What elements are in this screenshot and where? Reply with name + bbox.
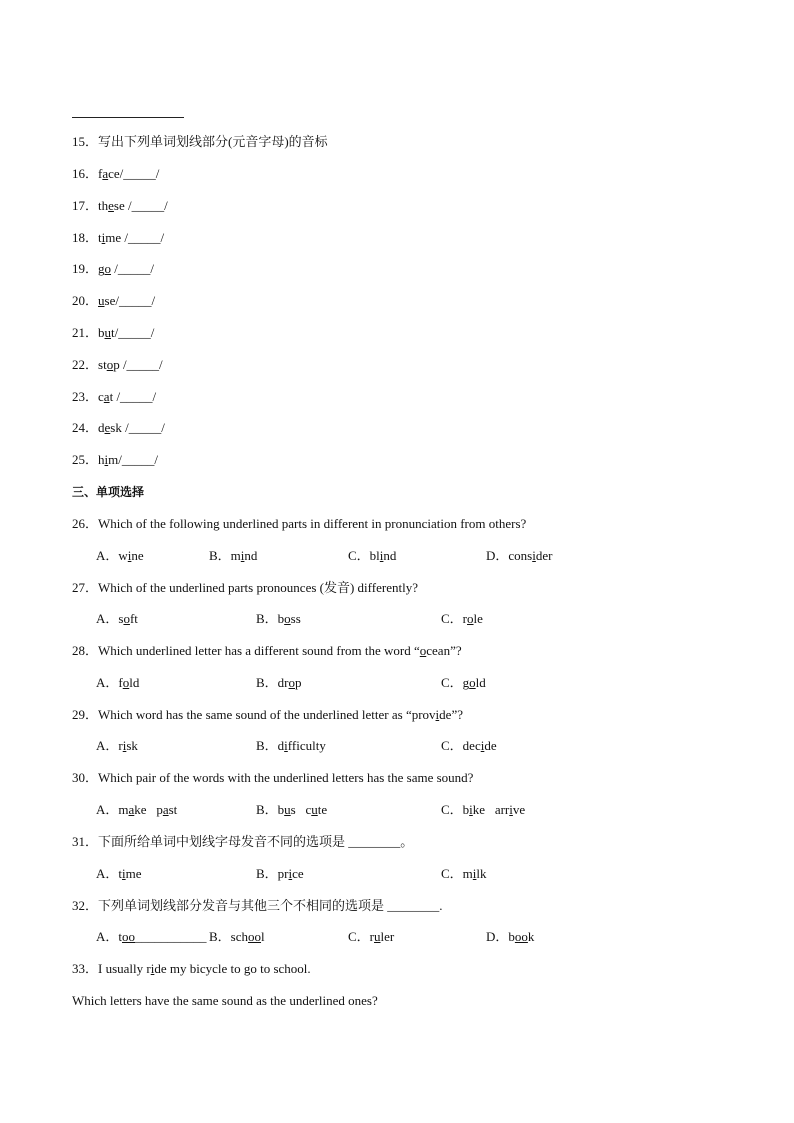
q29-option-a[interactable]: A．risk [96,738,138,753]
fill-item: 18．time /_____/ [72,230,165,245]
question-33-stem: 33．I usually ride my bicycle to go to school. [72,961,311,976]
fill-item: 20．use/_____/ [72,293,156,308]
question-32-stem: 32．下列单词划线部分发音与其他三个不相同的选项是 ________. [72,898,443,913]
fill-item: 17．these /_____/ [72,198,168,213]
section-heading: 三、单项选择 [72,485,145,499]
fill-item: 16．face/_____/ [72,166,160,181]
fill-item: 22．stop /_____/ [72,357,163,372]
question-33-subprompt: Which letters have the same sound as the underlined ones? [72,993,378,1008]
q29-option-b[interactable]: B．difficulty [256,738,326,753]
q27-option-a[interactable]: A．soft [96,611,138,626]
question-31-stem: 31．下面所给单词中划线字母发音不同的选项是 ________。 [72,834,414,849]
q29-option-c[interactable]: C．decide [441,738,497,753]
q28-option-c[interactable]: C．gold [441,675,486,690]
fill-item: 19．go /_____/ [72,261,154,276]
fill-item: 24．desk /_____/ [72,420,165,435]
q28-option-a[interactable]: A．fold [96,675,140,690]
q32-option-c[interactable]: C．ruler [348,929,395,944]
question-28-stem: 28．Which underlined letter has a different sound from the word “ocean”? [72,643,462,658]
q31-option-b[interactable]: B．price [256,866,304,881]
q32-option-a[interactable]: A．too___________ [96,929,207,944]
fill-header: 15．写出下列单词划线部分(元音字母)的音标 [72,134,328,149]
fill-item: 25．him/_____/ [72,452,158,467]
question-30-stem: 30．Which pair of the words with the underlined letters has the same sound? [72,770,474,785]
q30-option-a[interactable]: A．make past [96,802,178,817]
question-29-stem: 29．Which word has the same sound of the underlined letter as “provide”? [72,707,463,722]
q32-option-b[interactable]: B．school [209,929,265,944]
q31-option-a[interactable]: A．time [96,866,142,881]
q26-option-b[interactable]: B．mind [209,548,258,563]
q30-option-b[interactable]: B．bus cute [256,802,328,817]
q28-option-b[interactable]: B．drop [256,675,302,690]
q30-option-c[interactable]: C．bike arrive [441,802,526,817]
question-27-stem: 27．Which of the underlined parts pronounces (发音) differently? [72,580,418,595]
q32-option-d[interactable]: D．book [486,929,535,944]
q27-option-b[interactable]: B．boss [256,611,301,626]
q31-option-c[interactable]: C．milk [441,866,487,881]
fill-item: 21．but/_____/ [72,325,155,340]
q26-option-d[interactable]: D．consider [486,548,553,563]
fill-item: 23．cat /_____/ [72,389,157,404]
q26-option-c[interactable]: C．blind [348,548,397,563]
q27-option-c[interactable]: C．role [441,611,483,626]
answer-rule [72,117,184,118]
q26-option-a[interactable]: A．wine [96,548,144,563]
question-26-stem: 26．Which of the following underlined parts in different in pronunciation from others? [72,516,527,531]
